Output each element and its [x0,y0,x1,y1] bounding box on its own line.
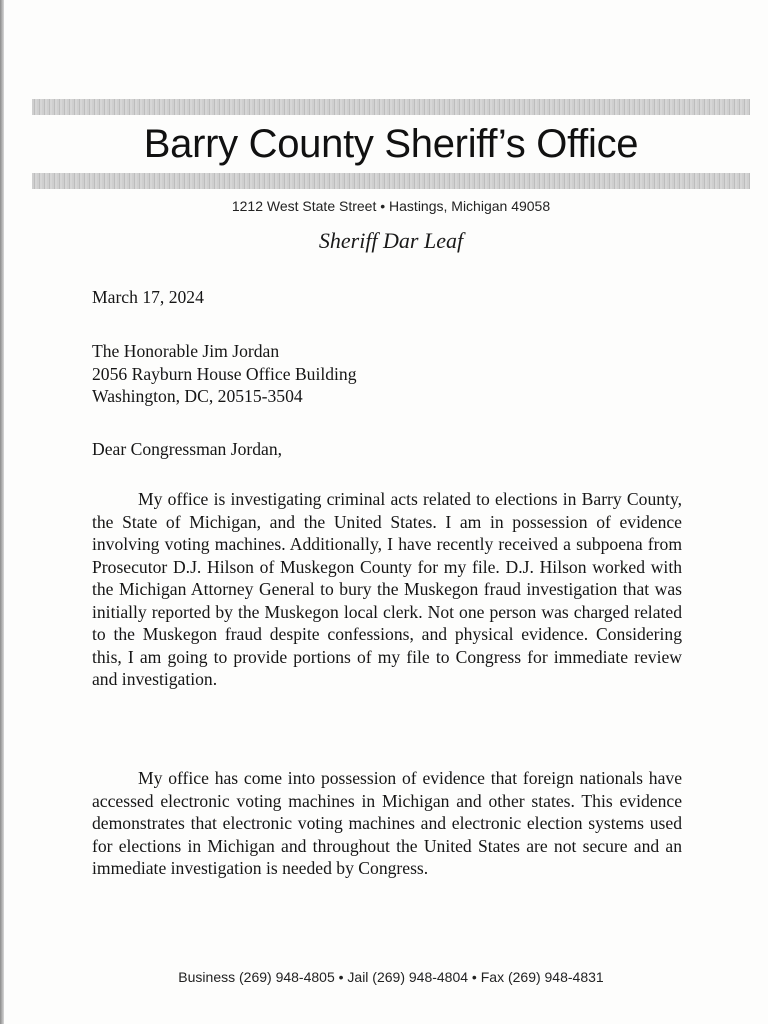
salutation: Dear Congressman Jordan, [92,439,283,459]
recipient-name: The Honorable Jim Jordan [92,341,280,361]
letterhead-bottom-band [32,173,750,189]
letterhead-top-band [32,99,750,115]
footer-contacts: Business (269) 948-4805 • Jail (269) 948-4804 • Fax (269) 948-4831 [178,969,604,985]
body-paragraph-1: My office is investigating criminal acts related to elections in Barry County, the State of Michigan, and the United States. I am in possession of evidence involving voting machines. Additionally, I have recently received a subpoena from Prosecutor D.J. Hilson of Muskegon County for my file. D.J. Hilson worked with the Michigan Attorney General to bury the Muskegon fraud investigation that was initially reported by the Muskegon local clerk. Not one person was charged related to the Muskegon fraud despite confessions, and physical evidence. Considering this, I am going to provide portions of my file to Congress for immediate review and investigation. [92,489,682,689]
recipient-city: Washington, DC, 20515-3504 [92,386,303,406]
page-edge-shadow [0,0,4,1024]
recipient-block [92,340,682,408]
sheriff-name: Sheriff Dar Leaf [318,228,464,253]
recipient-street: 2056 Rayburn House Office Building [92,363,357,384]
office-address: 1212 West State Street • Hastings, Michigan 49058 [231,198,551,214]
letter-date: March 17, 2024 [92,287,204,307]
office-name: Barry County Sheriff’s Office [143,122,639,166]
body-paragraph-2: My office has come into possession of evidence that foreign nationals have accessed electronic voting machines in Michigan and other states. This evidence demonstrates that electronic voting machines and electronic election systems used for elections in Michigan and throughout the United States are not secure and an immediate investigation is needed by Congress. [92,768,682,878]
